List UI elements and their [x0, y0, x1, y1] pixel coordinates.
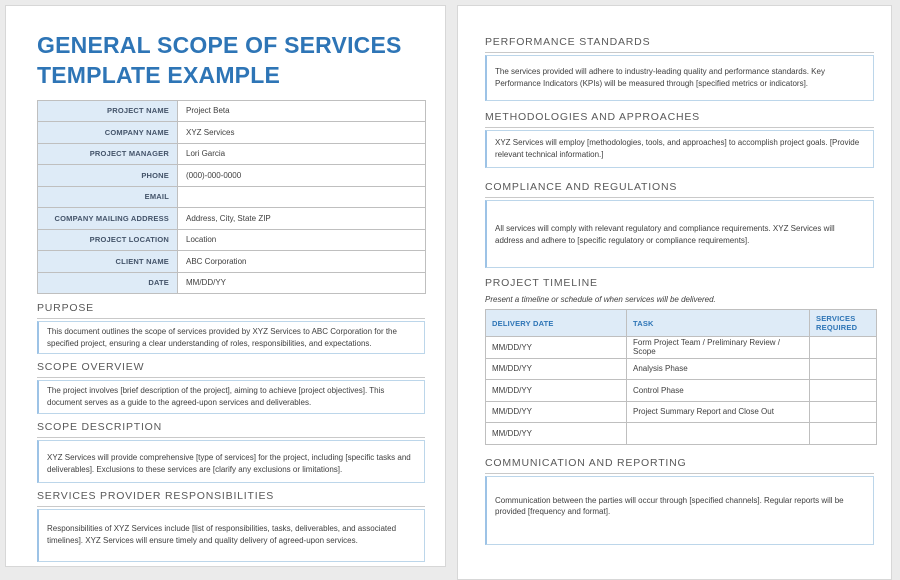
- section-heading-project-timeline: PROJECT TIMELINE: [485, 277, 598, 289]
- table-row: [38, 272, 426, 294]
- section-body-communication[interactable]: Communication between the parties will occur through [specified channels]. Regular reports will be provided [frequency and format].: [485, 476, 874, 545]
- info-value-email[interactable]: [178, 186, 426, 208]
- section-heading-compliance: COMPLIANCE AND REGULATIONS: [485, 181, 874, 198]
- timeline-date-cell[interactable]: MM/DD/YY: [486, 380, 627, 402]
- timeline-col-task: TASK: [627, 310, 810, 337]
- section-heading-scope-description: SCOPE DESCRIPTION: [37, 421, 425, 438]
- timeline-subtitle: Present a timeline or schedule of when services will be delivered.: [485, 295, 716, 304]
- timeline-services-cell[interactable]: [810, 423, 877, 445]
- info-label-email: EMAIL: [38, 186, 178, 208]
- section-heading-communication: COMMUNICATION AND REPORTING: [485, 457, 874, 474]
- info-value-project-manager[interactable]: Lori Garcia: [178, 143, 426, 165]
- timeline-services-cell[interactable]: [810, 380, 877, 402]
- timeline-date-cell[interactable]: MM/DD/YY: [486, 337, 627, 359]
- table-row: [38, 251, 426, 273]
- timeline-row: [486, 358, 877, 380]
- timeline-task-cell[interactable]: Control Phase: [627, 380, 810, 402]
- table-row: [38, 122, 426, 144]
- info-label-company-name: COMPANY NAME: [38, 122, 178, 144]
- table-row: [38, 229, 426, 251]
- timeline-task-cell[interactable]: Analysis Phase: [627, 358, 810, 380]
- timeline-date-cell[interactable]: MM/DD/YY: [486, 401, 627, 423]
- section-compliance: [485, 181, 874, 268]
- timeline-date-cell[interactable]: MM/DD/YY: [486, 358, 627, 380]
- section-body-scope-description[interactable]: XYZ Services will provide comprehensive [type of services] for the project, including [specific tasks and deliverables]. Exclusions to these services are [clarify any exclusions or limitations].: [37, 440, 425, 483]
- table-row: [38, 100, 426, 122]
- table-row: [38, 186, 426, 208]
- project-info-table: [37, 100, 426, 295]
- document-page-2: [457, 5, 892, 580]
- info-value-phone[interactable]: (000)-000-0000: [178, 165, 426, 187]
- document-title-line2: TEMPLATE EXAMPLE: [37, 62, 281, 89]
- info-value-project-location[interactable]: Location: [178, 229, 426, 251]
- timeline-header-row: [486, 310, 877, 337]
- section-performance-standards: [485, 36, 874, 101]
- info-label-project-location: PROJECT LOCATION: [38, 229, 178, 251]
- timeline-task-cell[interactable]: [627, 423, 810, 445]
- section-heading-purpose: PURPOSE: [37, 302, 425, 319]
- section-heading-scope-overview: SCOPE OVERVIEW: [37, 361, 425, 378]
- timeline-row: [486, 401, 877, 423]
- timeline-row: [486, 380, 877, 402]
- info-value-company-name[interactable]: XYZ Services: [178, 122, 426, 144]
- section-body-performance-standards[interactable]: The services provided will adhere to industry-leading quality and performance standards. Key Performance Indicators (KPIs) will be measured through [specified metrics or indicators].: [485, 55, 874, 101]
- section-methodologies: [485, 111, 874, 168]
- project-timeline-table: [485, 309, 877, 445]
- section-heading-methodologies: METHODOLOGIES AND APPROACHES: [485, 111, 874, 128]
- section-scope-overview: [37, 361, 425, 414]
- info-value-date[interactable]: MM/DD/YY: [178, 272, 426, 294]
- info-value-mailing-address[interactable]: Address, City, State ZIP: [178, 208, 426, 230]
- timeline-col-delivery-date: DELIVERY DATE: [486, 310, 627, 337]
- timeline-task-cell[interactable]: Project Summary Report and Close Out: [627, 401, 810, 423]
- section-body-methodologies[interactable]: XYZ Services will employ [methodologies, tools, and approaches] to accomplish project goals. [Provide relevant technical information.]: [485, 130, 874, 168]
- timeline-row: [486, 423, 877, 445]
- info-label-mailing-address: COMPANY MAILING ADDRESS: [38, 208, 178, 230]
- section-project-timeline: [485, 277, 874, 445]
- info-label-client-name: CLIENT NAME: [38, 251, 178, 273]
- table-row: [38, 165, 426, 187]
- document-page-1: [5, 5, 446, 567]
- timeline-task-cell[interactable]: Form Project Team / Preliminary Review / Scope: [627, 337, 810, 359]
- table-row: [38, 143, 426, 165]
- timeline-row: [486, 337, 877, 359]
- info-value-project-name[interactable]: Project Beta: [178, 100, 426, 122]
- info-label-phone: PHONE: [38, 165, 178, 187]
- section-body-compliance[interactable]: All services will comply with relevant regulatory and compliance requirements. XYZ Services will address and adhere to [specific regulatory or compliance requirements].: [485, 200, 874, 268]
- info-label-project-name: PROJECT NAME: [38, 100, 178, 122]
- document-title-line1: GENERAL SCOPE OF SERVICES: [37, 32, 402, 58]
- section-body-provider-responsibilities[interactable]: Responsibilities of XYZ Services include [list of responsibilities, tasks, deliverables, and associated timelines]. XYZ Services will ensure timely and quality delivery of agreed-upon services.: [37, 509, 425, 562]
- timeline-date-cell[interactable]: MM/DD/YY: [486, 423, 627, 445]
- section-heading-performance-standards: PERFORMANCE STANDARDS: [485, 36, 874, 53]
- section-provider-responsibilities: [37, 490, 425, 562]
- table-row: [38, 208, 426, 230]
- document-title: [37, 30, 425, 91]
- section-heading-provider-responsibilities: SERVICES PROVIDER RESPONSIBILITIES: [37, 490, 425, 507]
- info-label-date: DATE: [38, 272, 178, 294]
- timeline-services-cell[interactable]: [810, 401, 877, 423]
- info-value-client-name[interactable]: ABC Corporation: [178, 251, 426, 273]
- info-label-project-manager: PROJECT MANAGER: [38, 143, 178, 165]
- timeline-col-services-required: SERVICES REQUIRED: [810, 310, 877, 337]
- section-body-scope-overview[interactable]: The project involves [brief description of the project], aiming to achieve [project objectives]. This document serves as a guide to the agreed-upon services and deliverables.: [37, 380, 425, 414]
- section-purpose: [37, 302, 425, 354]
- section-communication: [485, 457, 874, 545]
- section-body-purpose[interactable]: This document outlines the scope of services provided by XYZ Services to ABC Corporation for the specified project, ensuring a clear understanding of roles, responsibilities, and expectations.: [37, 321, 425, 354]
- section-scope-description: [37, 421, 425, 483]
- timeline-services-cell[interactable]: [810, 358, 877, 380]
- timeline-services-cell[interactable]: [810, 337, 877, 359]
